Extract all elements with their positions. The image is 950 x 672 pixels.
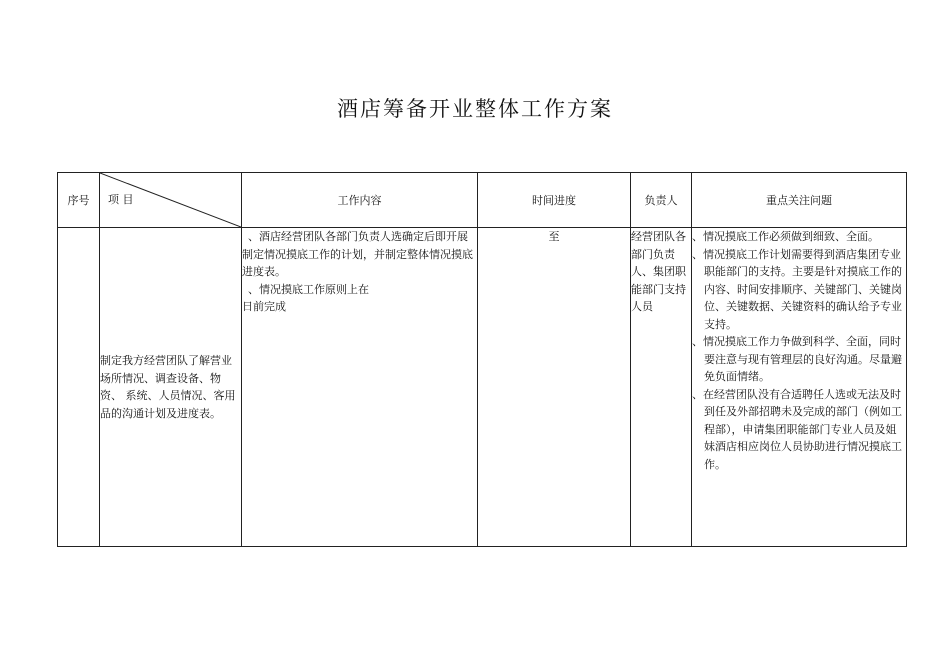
header-focus: 重点关注问题 (692, 173, 907, 228)
cell-seq (58, 228, 100, 547)
header-time: 时间进度 (478, 173, 631, 228)
content-line-1: 、酒店经营团队各部门负责人选确定后即开展制定情况摸底工作的计划，并制定整体情况摸底进度表。 (242, 230, 473, 278)
focus-item-1: 、情况摸底工作必须做到细致、全面。 (692, 230, 879, 243)
document-title: 酒店筹备开业整体工作方案 (337, 97, 613, 121)
content-line-3: 日前完成 (242, 300, 286, 313)
header-content: 工作内容 (242, 173, 478, 228)
content-line-2: 、情况摸底工作原则上在 (248, 282, 369, 296)
header-item: 项 目 (100, 173, 242, 228)
table-row (58, 228, 907, 547)
cell-time: 至 (478, 228, 631, 547)
header-owner: 负责人 (631, 173, 692, 228)
cell-content (242, 228, 478, 547)
cell-item: 制定我方经营团队了解营业场所情况、调查设备、物资、 系统、人员情况、客用品的沟通计划及进度表。 (100, 228, 242, 547)
header-seq: 序号 (58, 173, 100, 228)
focus-item-2: 、情况摸底工作计划需要得到酒店集团专业职能部门的支持。主要是针对摸底工作的内容、时间安排顺序、关键部门、关键岗位、关键数据、关键资料的确认给予专业支持。 (692, 247, 902, 331)
cell-owner: 经营团队各部门负责人、集团职能部门支持人员 (631, 228, 692, 547)
work-plan-table (57, 172, 907, 547)
focus-item-3: 、情况摸底工作力争做到科学、全面，同时要注意与现有管理层的良好沟通。尽量避免负面情绪。 (692, 335, 902, 383)
table-header-row (58, 173, 907, 228)
focus-item-4: 、在经营团队没有合适聘任人选或无法及时到任及外部招聘未及完成的部门（例如工程部），申请集团职能部门专业人员及姐妹酒店相应岗位人员协助进行情况摸底工作。 (692, 387, 902, 471)
cell-focus (692, 228, 907, 547)
